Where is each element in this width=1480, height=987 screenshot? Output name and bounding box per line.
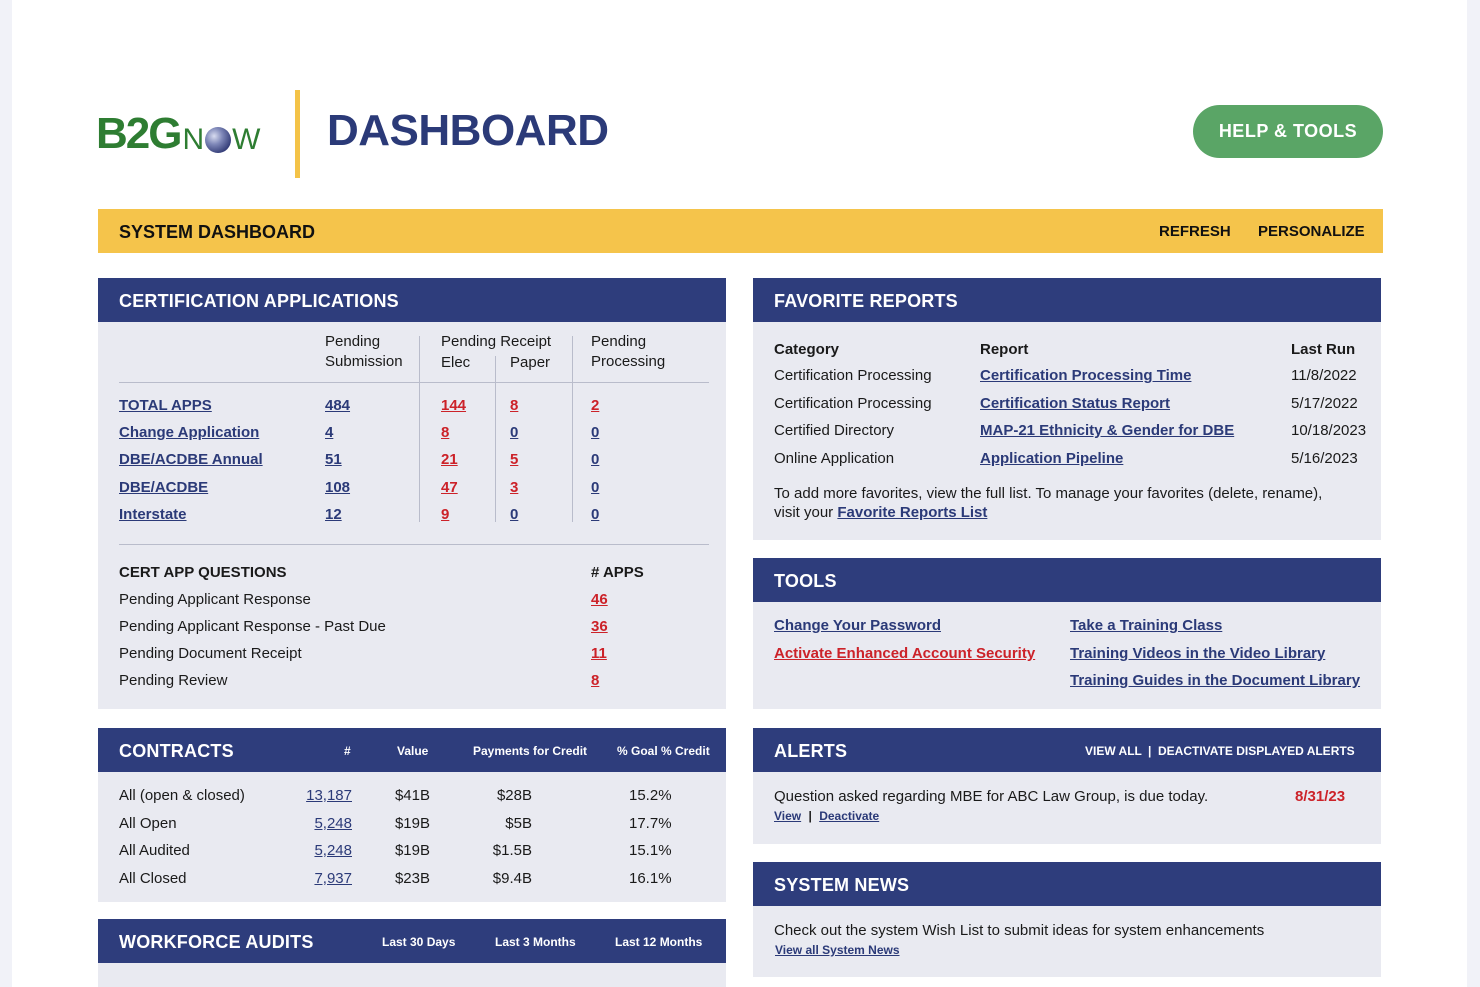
table-divider: [119, 382, 709, 383]
training-guides-link[interactable]: Training Guides in the Document Library: [1070, 672, 1361, 689]
col-elec: Elec: [441, 354, 471, 371]
col-pending-submission: [325, 332, 403, 372]
contract-value: $19B: [394, 842, 430, 859]
change-password-link[interactable]: Change Your Password: [774, 617, 941, 634]
col-value: Value: [397, 744, 429, 758]
panel-header: [753, 862, 1381, 906]
submission-count-link[interactable]: 484: [325, 397, 351, 414]
view-all-news-link[interactable]: View all System News: [775, 943, 900, 957]
tools-panel: [753, 558, 1381, 709]
col-pending-receipt: Pending Receipt: [441, 333, 552, 350]
favorites-note-line2: [774, 504, 987, 521]
logo-b2g-text: B2G: [96, 109, 181, 158]
contract-payments: $28B: [496, 787, 532, 804]
col-header-line: Pending: [591, 333, 647, 350]
col-pending-processing: [591, 332, 665, 372]
question-count-link[interactable]: 46: [591, 591, 608, 608]
col-last-run: Last Run: [1291, 341, 1356, 358]
alert-message: Question asked regarding MBE for ABC Law Group, is due today.: [774, 788, 1209, 805]
row-label-link[interactable]: DBE/ACDBE: [119, 479, 209, 496]
panel-header: [98, 278, 726, 322]
workforce-audits-panel: [98, 919, 726, 987]
col-header-line: Submission: [325, 353, 403, 370]
contract-label: All Open: [119, 815, 177, 832]
col-payments: Payments for Credit: [473, 744, 588, 758]
row-label-link[interactable]: DBE/ACDBE Annual: [119, 451, 263, 468]
elec-count-link[interactable]: 8: [441, 424, 450, 441]
elec-count-link[interactable]: 9: [441, 506, 450, 523]
report-category: Certification Processing: [774, 367, 932, 384]
globe-icon: [205, 127, 231, 153]
question-count-link[interactable]: 8: [591, 672, 600, 689]
system-dashboard-title: SYSTEM DASHBOARD: [119, 222, 316, 242]
submission-count-link[interactable]: 108: [325, 479, 351, 496]
question-label: Pending Applicant Response - Past Due: [119, 618, 386, 635]
panel-title: CERTIFICATION APPLICATIONS: [119, 291, 399, 311]
report-last-run: 10/18/2023: [1291, 422, 1367, 439]
elec-count-link[interactable]: 21: [441, 451, 458, 468]
alert-deactivate-link[interactable]: Deactivate: [819, 809, 880, 823]
contract-goal: 15.1%: [629, 842, 672, 859]
paper-count-link[interactable]: 8: [510, 397, 519, 414]
paper-count-link[interactable]: 3: [510, 479, 519, 496]
contract-label: All Audited: [119, 842, 190, 859]
report-link[interactable]: Certification Processing Time: [980, 367, 1192, 384]
col-goal: % Goal % Credit: [617, 744, 710, 758]
report-category: Certified Directory: [774, 422, 895, 439]
contract-goal: 15.2%: [629, 787, 672, 804]
certification-applications-panel: [98, 278, 726, 709]
training-videos-link[interactable]: Training Videos in the Video Library: [1070, 645, 1326, 662]
contract-count-link[interactable]: 5,248: [314, 842, 352, 859]
paper-count-link[interactable]: 0: [510, 506, 519, 523]
report-category: Online Application: [774, 450, 895, 467]
panel-title: FAVORITE REPORTS: [774, 291, 958, 311]
alert-action-separator: |: [808, 809, 812, 823]
row-label-link[interactable]: Change Application: [119, 424, 260, 441]
page-title: DASHBOARD: [327, 106, 609, 155]
header-divider: [295, 90, 300, 178]
report-last-run: 5/17/2022: [1291, 395, 1358, 412]
col-last-30-days: Last 30 Days: [382, 935, 456, 949]
contract-goal: 16.1%: [629, 870, 672, 887]
alert-view-link[interactable]: View: [774, 809, 802, 823]
report-category: Certification Processing: [774, 395, 932, 412]
alerts-separator: |: [1148, 744, 1152, 758]
contract-count-link[interactable]: 5,248: [314, 815, 352, 832]
report-link[interactable]: MAP-21 Ethnicity & Gender for DBE: [980, 422, 1235, 439]
col-paper: Paper: [510, 354, 551, 371]
help-tools-button[interactable]: HELP & TOOLS: [1193, 105, 1383, 158]
panel-header: [98, 728, 726, 772]
contract-label: All (open & closed): [119, 787, 245, 804]
panel-header: [753, 278, 1381, 322]
activate-security-link[interactable]: Activate Enhanced Account Security: [774, 645, 1036, 662]
question-count-link[interactable]: 11: [591, 645, 607, 662]
panel-title: ALERTS: [774, 741, 848, 761]
column-divider: [419, 336, 420, 522]
submission-count-link[interactable]: 51: [325, 451, 342, 468]
col-category: Category: [774, 341, 840, 358]
report-last-run: 11/8/2022: [1291, 367, 1357, 384]
favorites-note-line1: To add more favorites, view the full list. To manage your favorites (delete, rename),: [774, 485, 1323, 502]
column-divider: [495, 356, 496, 522]
report-link[interactable]: Application Pipeline: [980, 450, 1124, 467]
training-class-link[interactable]: Take a Training Class: [1070, 617, 1223, 634]
contract-value: $23B: [394, 870, 430, 887]
row-label-link[interactable]: Interstate: [119, 506, 187, 523]
panel-title: CONTRACTS: [119, 741, 234, 761]
panel-title: WORKFORCE AUDITS: [119, 932, 314, 952]
col-header-line: Processing: [591, 353, 666, 370]
view-all-alerts-link[interactable]: VIEW ALL: [1085, 744, 1142, 758]
deactivate-displayed-alerts-link[interactable]: DEACTIVATE DISPLAYED ALERTS: [1158, 744, 1355, 758]
personalize-button[interactable]: PERSONALIZE: [1258, 223, 1365, 240]
cert-questions-title: CERT APP QUESTIONS: [119, 564, 287, 581]
submission-count-link[interactable]: 4: [325, 424, 334, 441]
system-dashboard-bar: [98, 209, 1383, 253]
section-divider: [119, 544, 709, 545]
report-link[interactable]: Certification Status Report: [980, 395, 1171, 412]
contract-count-link[interactable]: 13,187: [306, 787, 352, 804]
row-label-link[interactable]: TOTAL APPS: [119, 397, 212, 414]
favorites-note-prefix: visit your: [774, 504, 838, 521]
elec-count-link[interactable]: 144: [441, 397, 467, 414]
contract-payments: $1.5B: [492, 842, 532, 859]
contract-goal: 17.7%: [629, 815, 672, 832]
apps-col-header: # APPS: [591, 564, 644, 581]
contract-payments: $9.4B: [492, 870, 532, 887]
processing-count-link[interactable]: 0: [591, 479, 600, 496]
col-header-line: Pending: [325, 333, 381, 350]
contract-payments: $5B: [505, 815, 532, 832]
alert-actions: [774, 809, 879, 823]
refresh-button[interactable]: REFRESH: [1159, 223, 1231, 240]
panel-header: [753, 728, 1381, 772]
report-last-run: 5/16/2023: [1291, 450, 1358, 467]
processing-count-link[interactable]: 0: [591, 451, 600, 468]
alerts-panel: [753, 728, 1381, 844]
submission-count-link[interactable]: 12: [325, 506, 342, 523]
news-message: Check out the system Wish List to submit ideas for system enhancements: [774, 922, 1265, 939]
contract-value: $41B: [394, 787, 430, 804]
favorite-reports-list-link[interactable]: Favorite Reports List: [837, 504, 988, 521]
question-count-link[interactable]: 36: [591, 618, 608, 635]
question-label: Pending Document Receipt: [119, 645, 302, 662]
contract-count-link[interactable]: 7,937: [314, 870, 352, 887]
column-divider: [572, 336, 573, 522]
question-label: Pending Review: [119, 672, 228, 689]
col-report: Report: [980, 341, 1029, 358]
logo-n: N: [182, 123, 205, 156]
panel-title: SYSTEM NEWS: [774, 875, 910, 895]
favorite-reports-panel: [753, 278, 1381, 540]
col-last-12-months: Last 12 Months: [615, 935, 703, 949]
panel-header: [753, 558, 1381, 602]
elec-count-link[interactable]: 47: [441, 479, 458, 496]
panel-header: [98, 919, 726, 963]
paper-count-link[interactable]: 0: [510, 424, 519, 441]
contract-value: $19B: [394, 815, 430, 832]
col-count: #: [344, 744, 351, 758]
page-container: [12, 0, 1467, 987]
processing-count-link[interactable]: 0: [591, 506, 600, 523]
alert-date: 8/31/23: [1295, 788, 1346, 805]
logo-now-text: [182, 124, 260, 156]
logo-w: W: [232, 123, 261, 156]
system-news-panel: [753, 862, 1381, 977]
col-last-3-months: Last 3 Months: [495, 935, 576, 949]
contracts-panel: [98, 728, 726, 902]
processing-count-link[interactable]: 2: [591, 397, 600, 414]
contract-label: All Closed: [119, 870, 187, 887]
paper-count-link[interactable]: 5: [510, 451, 519, 468]
b2gnow-logo: [96, 108, 260, 156]
question-label: Pending Applicant Response: [119, 591, 311, 608]
processing-count-link[interactable]: 0: [591, 424, 600, 441]
panel-title: TOOLS: [774, 571, 837, 591]
